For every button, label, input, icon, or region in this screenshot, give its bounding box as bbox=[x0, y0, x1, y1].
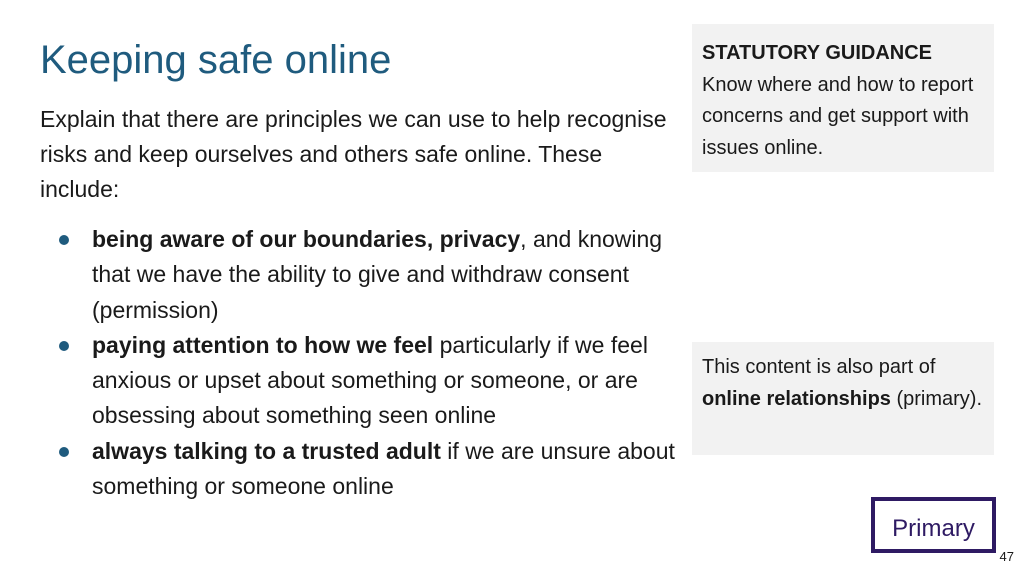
primary-badge-label: Primary bbox=[892, 515, 975, 542]
page-number: 47 bbox=[999, 549, 1014, 564]
bullet-bold-text: being aware of our boundaries, privacy bbox=[92, 226, 521, 252]
bullet-text: particularly if we feel anxious or upset about something or someone, or are obsessing about something seen online bbox=[92, 331, 648, 429]
bullet-text: if we are unsure about something or someone online bbox=[92, 437, 675, 500]
bullet-dot-icon bbox=[59, 447, 69, 457]
related-content-link-text: online relationships bbox=[702, 387, 891, 410]
bullet-bold-text: paying attention to how we feel bbox=[92, 331, 434, 358]
related-content-box bbox=[692, 342, 994, 455]
list-item bbox=[40, 434, 680, 505]
related-content-text-after: (primary). bbox=[890, 387, 983, 410]
list-item bbox=[40, 328, 680, 434]
intro-paragraph: Explain that there are principles we can use to help recognise risks and keep ourselves and others safe online. These include: bbox=[40, 106, 667, 202]
principles-list bbox=[40, 222, 680, 504]
bullet-text: , and knowing that we have the ability to give and withdraw consent (permission) bbox=[92, 226, 663, 323]
bullet-dot-icon bbox=[59, 235, 69, 245]
statutory-guidance-text: Know where and how to report concerns and get support with issues online. bbox=[702, 73, 974, 159]
list-item bbox=[40, 222, 680, 328]
bullet-dot-icon bbox=[59, 341, 69, 351]
primary-badge bbox=[871, 497, 996, 553]
bullet-bold-text: always talking to a trusted adult bbox=[92, 437, 441, 464]
slide-title: Keeping safe online bbox=[40, 38, 392, 82]
related-content-text-before: This content is also part of bbox=[702, 356, 936, 378]
statutory-guidance-heading: STATUTORY GUIDANCE bbox=[702, 42, 933, 64]
statutory-guidance-box bbox=[692, 24, 994, 172]
